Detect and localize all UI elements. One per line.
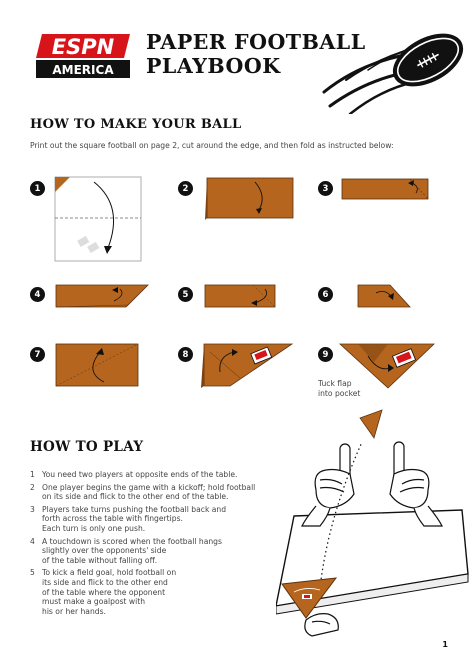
step-3-badge: 3: [318, 181, 333, 196]
tuck-flap-note: [318, 379, 360, 399]
rule-number: 1: [30, 470, 35, 479]
step-3-diagram: [340, 177, 432, 201]
step-6-badge: 6: [318, 287, 333, 302]
flicking-hand-icon: [305, 614, 338, 636]
rule-number: 2: [30, 482, 35, 492]
title-line-1: PAPER FOOTBALL: [146, 30, 366, 54]
step-5-diagram: [203, 283, 277, 309]
rule-line: of the table without falling off.: [42, 555, 158, 565]
step-6-diagram: [356, 283, 412, 309]
step-4-badge: 4: [30, 287, 45, 302]
how-to-play-heading: HOW TO PLAY: [30, 439, 144, 455]
step-9-badge: 9: [318, 347, 333, 362]
rule-number: 4: [30, 536, 35, 546]
page-number: 1: [442, 640, 448, 649]
rule-line: his or her hands.: [42, 606, 106, 616]
rule-line: You need two players at opposite ends of the table.: [42, 470, 238, 479]
rule-line: Players take turns pushing the football back and: [42, 504, 227, 514]
rule-number: 5: [30, 568, 35, 578]
step-5-badge: 5: [178, 287, 193, 302]
rule-line: A touchdown is scored when the football hangs: [42, 536, 222, 546]
rule-line: forth across the table with fingertips.: [42, 514, 183, 524]
logo-america-text: AMERICA: [52, 63, 114, 77]
step-8-diagram: [200, 342, 294, 388]
make-intro-text: Print out the square football on page 2, cut around the edge, and then fold as instructed below:: [30, 141, 394, 150]
rule-line: Each turn is only one push.: [42, 523, 146, 533]
rule-number: 3: [30, 504, 35, 514]
rule-line: its side and flick to the other end: [42, 577, 168, 587]
rule-line: on its side and flick to the other end of the table.: [42, 492, 229, 502]
step-4-diagram: [54, 283, 150, 309]
rule-item: [30, 505, 270, 534]
step-1-diagram: [54, 176, 142, 262]
logo-espn-text: ESPN: [51, 35, 115, 59]
step-7-diagram: [54, 342, 140, 388]
rule-item: [30, 483, 270, 502]
step-1-badge: 1: [30, 181, 45, 196]
how-to-make-heading: HOW TO MAKE YOUR BALL: [30, 117, 242, 132]
football-in-air-icon: [360, 410, 382, 438]
rule-line: of the table where the opponent: [42, 587, 166, 597]
flying-football-illustration: [316, 22, 468, 114]
table-play-illustration: [276, 408, 472, 638]
step-7-badge: 7: [30, 347, 45, 362]
play-rules-list: [30, 470, 270, 619]
step-8-badge: 8: [178, 347, 193, 362]
rule-line: slightly over the opponents' side: [42, 546, 167, 556]
rule-item: [30, 568, 270, 616]
tuck-note-line-2: into pocket: [318, 389, 361, 398]
rule-item: [30, 470, 270, 480]
rule-item: [30, 537, 270, 566]
espn-america-logo: [34, 32, 132, 80]
title-line-2: PLAYBOOK: [146, 54, 281, 78]
step-2-diagram: [205, 176, 295, 220]
step-2-badge: 2: [178, 181, 193, 196]
rule-line: One player begins the game with a kickoff; hold football: [42, 482, 256, 492]
tuck-note-line-1: Tuck flap: [318, 379, 352, 388]
rule-line: must make a goalpost with: [42, 597, 146, 607]
rule-line: To kick a field goal, hold football on: [42, 568, 177, 578]
